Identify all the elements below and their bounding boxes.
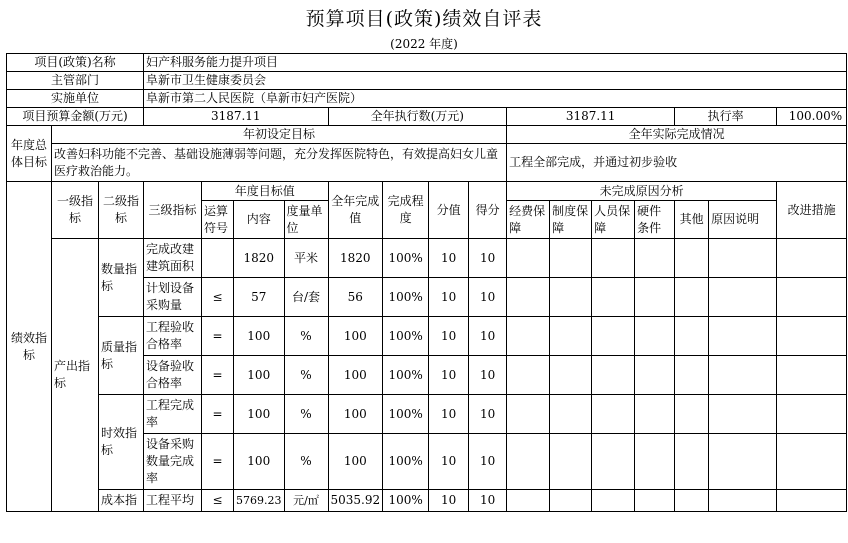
exec-amount-value: 3187.11 bbox=[507, 108, 675, 126]
row-unit: 平米 bbox=[284, 239, 328, 278]
reason-hardware-header: 硬件条件 bbox=[635, 201, 675, 239]
row-actual: 5035.92 bbox=[328, 490, 383, 512]
reason-fund-header: 经费保障 bbox=[507, 201, 550, 239]
row-actual: 100 bbox=[328, 356, 383, 395]
row-content: 100 bbox=[234, 317, 285, 356]
reason-desc-header: 原因说明 bbox=[709, 201, 777, 239]
row-degree: 100% bbox=[383, 490, 429, 512]
exec-rate-value: 100.00% bbox=[777, 108, 847, 126]
row-degree: 100% bbox=[383, 239, 429, 278]
row-content: 100 bbox=[234, 356, 285, 395]
group-cost: 成本指 bbox=[99, 490, 144, 512]
group-timeliness: 时效指标 bbox=[99, 395, 144, 490]
row-full-score: 10 bbox=[429, 395, 469, 434]
level2-header: 二级指标 bbox=[99, 182, 144, 239]
row-name: 设备验收合格率 bbox=[144, 356, 202, 395]
row-degree: 100% bbox=[383, 434, 429, 490]
row-score: 10 bbox=[469, 395, 507, 434]
row-operator: ≤ bbox=[202, 278, 234, 317]
row-operator: = bbox=[202, 434, 234, 490]
row-actual: 1820 bbox=[328, 239, 383, 278]
page-title: 预算项目(政策)绩效自评表 bbox=[305, 8, 543, 30]
dept-label: 主管部门 bbox=[7, 72, 144, 90]
operator-header: 运算符号 bbox=[202, 201, 234, 239]
row-operator: = bbox=[202, 356, 234, 395]
improve-header: 改进措施 bbox=[777, 182, 847, 239]
perf-indicator-label: 绩效指标 bbox=[7, 182, 52, 512]
row-operator: = bbox=[202, 395, 234, 434]
row-actual: 56 bbox=[328, 278, 383, 317]
row-degree: 100% bbox=[383, 395, 429, 434]
row-degree: 100% bbox=[383, 317, 429, 356]
table-row bbox=[7, 395, 847, 434]
level1-header: 一级指标 bbox=[52, 182, 99, 239]
row-operator: = bbox=[202, 317, 234, 356]
row-content: 5769.23 bbox=[234, 490, 285, 512]
table-row bbox=[7, 490, 847, 512]
row-score: 10 bbox=[469, 434, 507, 490]
row-full-score: 10 bbox=[429, 278, 469, 317]
row-name: 工程验收合格率 bbox=[144, 317, 202, 356]
initial-goal-text: 改善妇科功能不完善、基础设施薄弱等问题，充分发挥医院特色，有效提高妇女儿童医疗救治能力。 bbox=[52, 144, 507, 182]
actual-result-header: 全年实际完成情况 bbox=[507, 126, 847, 144]
actual-value-header: 全年完成值 bbox=[328, 182, 383, 239]
row-content: 57 bbox=[234, 278, 285, 317]
unit-value: 阜新市第二人民医院（阜新市妇产医院） bbox=[144, 90, 847, 108]
row-score: 10 bbox=[469, 317, 507, 356]
row-content: 100 bbox=[234, 395, 285, 434]
row-name: 工程平均 bbox=[144, 490, 202, 512]
unit-label: 实施单位 bbox=[7, 90, 144, 108]
output-indicator-label: 产出指标 bbox=[52, 239, 99, 512]
row-unit: % bbox=[284, 395, 328, 434]
degree-header: 完成程度 bbox=[383, 182, 429, 239]
row-full-score: 10 bbox=[429, 490, 469, 512]
group-quality: 质量指标 bbox=[99, 317, 144, 395]
row-content: 1820 bbox=[234, 239, 285, 278]
dept-value: 阜新市卫生健康委员会 bbox=[144, 72, 847, 90]
reason-analysis-header: 未完成原因分析 bbox=[507, 182, 777, 201]
budget-amount-value: 3187.11 bbox=[144, 108, 329, 126]
budget-amount-label: 项目预算金额(万元) bbox=[7, 108, 144, 126]
row-degree: 100% bbox=[383, 356, 429, 395]
reason-staff-header: 人员保障 bbox=[592, 201, 635, 239]
row-name: 完成改建建筑面积 bbox=[144, 239, 202, 278]
row-full-score: 10 bbox=[429, 356, 469, 395]
reason-other-header: 其他 bbox=[675, 201, 709, 239]
group-quantity: 数量指标 bbox=[99, 239, 144, 317]
row-score: 10 bbox=[469, 490, 507, 512]
full-score-header: 分值 bbox=[429, 182, 469, 239]
exec-rate-label: 执行率 bbox=[675, 108, 777, 126]
row-actual: 100 bbox=[328, 434, 383, 490]
row-full-score: 10 bbox=[429, 317, 469, 356]
measure-unit-header: 度量单位 bbox=[284, 201, 328, 239]
content-header: 内容 bbox=[234, 201, 285, 239]
level3-header: 三级指标 bbox=[144, 182, 202, 239]
row-content: 100 bbox=[234, 434, 285, 490]
annual-goal-label: 年度总体目标 bbox=[7, 126, 52, 182]
reason-system-header: 制度保障 bbox=[550, 201, 592, 239]
row-operator bbox=[202, 239, 234, 278]
project-name-value: 妇产科服务能力提升项目 bbox=[144, 54, 847, 72]
report-year: (2022 年度) bbox=[390, 37, 458, 51]
row-operator: ≤ bbox=[202, 490, 234, 512]
row-unit: % bbox=[284, 317, 328, 356]
table-row bbox=[7, 239, 847, 278]
row-actual: 100 bbox=[328, 395, 383, 434]
initial-goal-header: 年初设定目标 bbox=[52, 126, 507, 144]
row-name: 计划设备采购量 bbox=[144, 278, 202, 317]
row-name: 工程完成率 bbox=[144, 395, 202, 434]
actual-result-text: 工程全部完成，并通过初步验收 bbox=[507, 144, 847, 182]
row-unit: 台/套 bbox=[284, 278, 328, 317]
row-full-score: 10 bbox=[429, 434, 469, 490]
row-score: 10 bbox=[469, 278, 507, 317]
row-score: 10 bbox=[469, 356, 507, 395]
row-degree: 100% bbox=[383, 278, 429, 317]
evaluation-table bbox=[6, 53, 847, 512]
row-score: 10 bbox=[469, 239, 507, 278]
row-unit: % bbox=[284, 356, 328, 395]
score-header: 得分 bbox=[469, 182, 507, 239]
project-name-label: 项目(政策)名称 bbox=[7, 54, 144, 72]
row-unit: % bbox=[284, 434, 328, 490]
row-name: 设备采购数量完成率 bbox=[144, 434, 202, 490]
table-row bbox=[7, 317, 847, 356]
exec-amount-label: 全年执行数(万元) bbox=[328, 108, 507, 126]
row-unit: 元/㎡ bbox=[284, 490, 328, 512]
annual-target-header: 年度目标值 bbox=[202, 182, 329, 201]
row-full-score: 10 bbox=[429, 239, 469, 278]
row-actual: 100 bbox=[328, 317, 383, 356]
